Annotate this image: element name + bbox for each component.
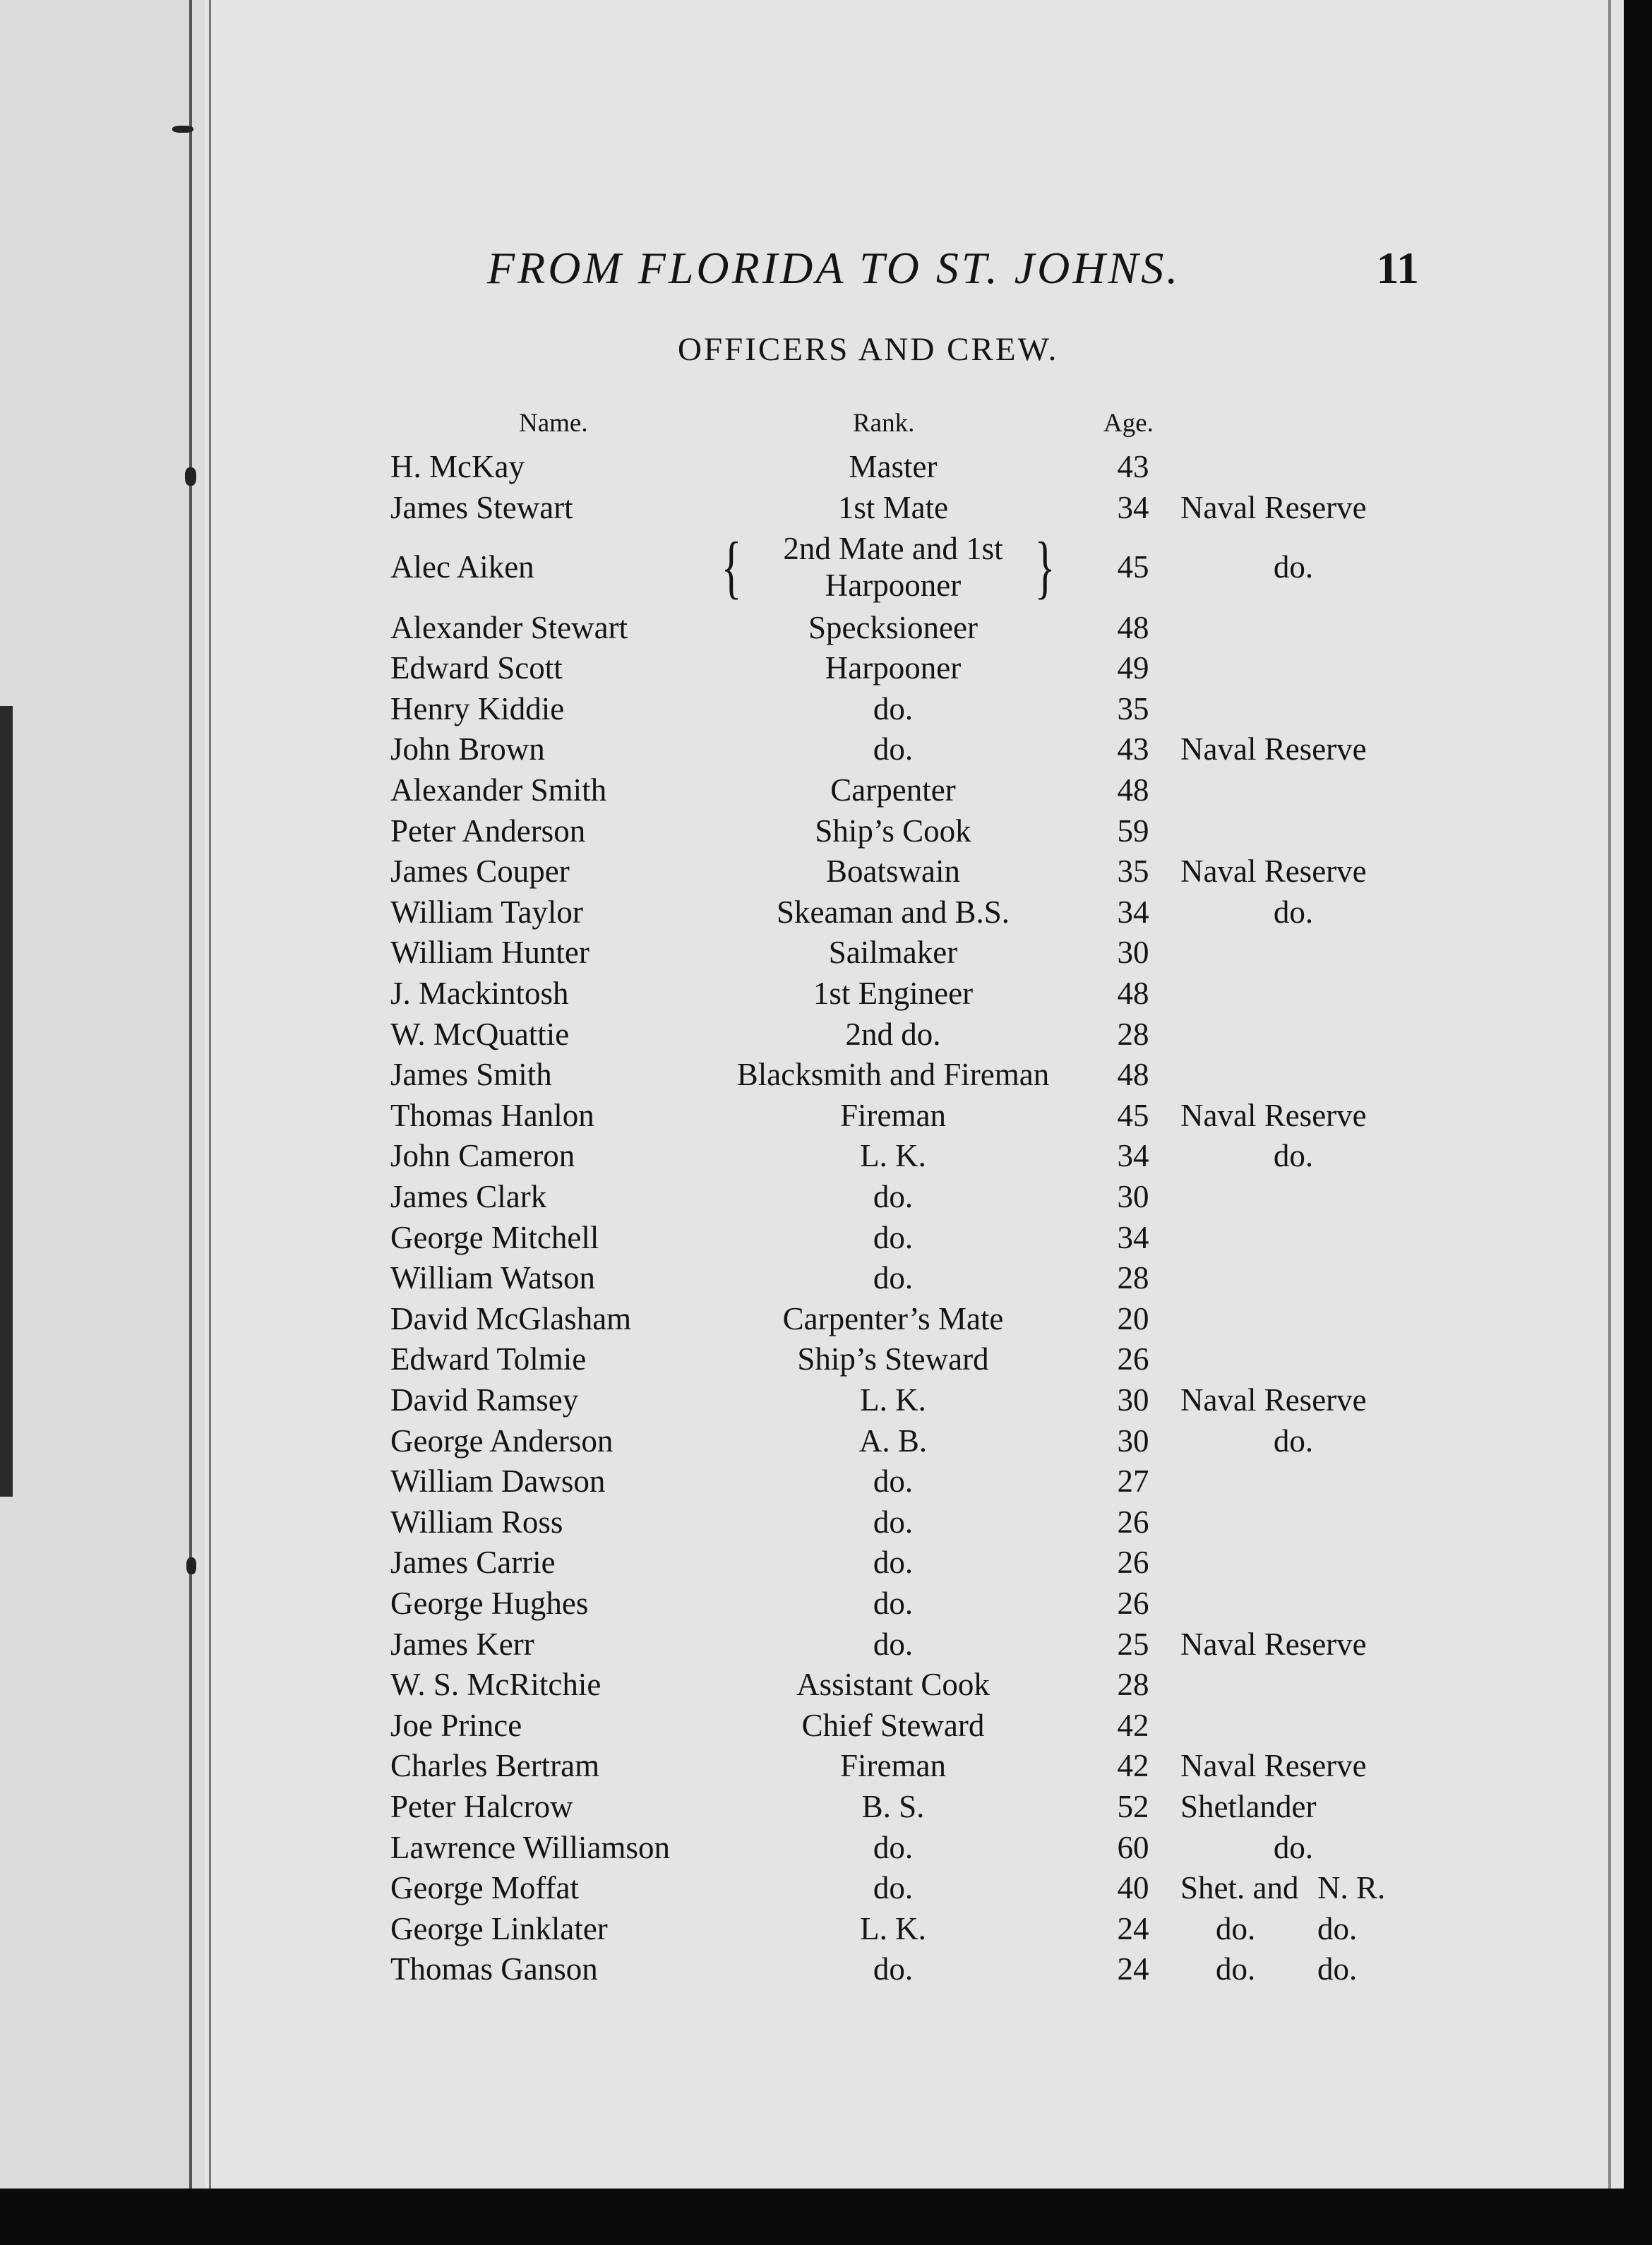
running-header — [487, 237, 1419, 300]
crew-name: Joe Prince — [390, 1707, 522, 1743]
crew-name: Alec Aiken — [390, 549, 534, 585]
crew-row — [0, 1135, 1624, 1176]
crew-rank: do. — [873, 731, 914, 767]
crew-rank: do. — [873, 1585, 914, 1621]
crew-row — [0, 1095, 1624, 1136]
crew-rank: do. — [873, 1951, 914, 1987]
crew-name: James Stewart — [390, 489, 573, 525]
crew-age: 48 — [1117, 975, 1149, 1011]
crew-row — [0, 1257, 1624, 1298]
crew-row — [0, 1867, 1624, 1908]
crew-row — [0, 1827, 1624, 1868]
crew-note: do. — [1273, 549, 1314, 585]
crew-age: 49 — [1117, 650, 1149, 686]
crew-name: William Dawson — [390, 1463, 606, 1499]
crew-row — [0, 1948, 1624, 1989]
crew-name: John Brown — [390, 731, 545, 767]
crew-rank: Fireman — [840, 1097, 946, 1133]
crew-note: Shet. and — [1180, 1870, 1299, 1906]
crew-name: James Carrie — [390, 1545, 556, 1581]
crew-note: Naval Reserve — [1180, 489, 1367, 525]
crew-age: 30 — [1117, 1382, 1149, 1418]
crew-rank-line: 2nd Mate and 1st — [783, 531, 1003, 567]
crew-note: Naval Reserve — [1180, 1382, 1367, 1418]
crew-note: do. — [1273, 1829, 1314, 1865]
crew-age: 34 — [1117, 894, 1149, 930]
crew-row — [0, 446, 1624, 487]
left-brace: { — [721, 527, 742, 606]
page-number: 11 — [1376, 243, 1419, 293]
running-title: FROM FLORIDA TO ST. JOHNS. — [487, 243, 1181, 293]
crew-name: George Linklater — [390, 1910, 608, 1946]
crew-note: do. — [1273, 1423, 1314, 1459]
crew-row — [0, 770, 1624, 810]
crew-rank: do. — [873, 1870, 914, 1906]
column-header-name: Name. — [519, 409, 588, 438]
crew-name: J. Mackintosh — [390, 975, 569, 1011]
crew-row — [0, 1664, 1624, 1705]
crew-age: 28 — [1117, 1667, 1149, 1703]
crew-rank: do. — [873, 1504, 914, 1540]
crew-name: Edward Tolmie — [390, 1341, 587, 1377]
crew-row — [0, 1176, 1624, 1217]
crew-note: Shetlander — [1180, 1788, 1317, 1824]
crew-row — [0, 1339, 1624, 1379]
crew-note-2: do. — [1317, 1910, 1358, 1946]
crew-age: 52 — [1117, 1788, 1149, 1824]
page-edge-mark — [172, 126, 193, 133]
crew-name: William Ross — [390, 1504, 563, 1540]
crew-age: 48 — [1117, 772, 1149, 808]
crew-rank: Specksioneer — [808, 609, 978, 645]
crew-rank: L. K. — [860, 1382, 926, 1418]
crew-rank: L. K. — [860, 1138, 926, 1174]
crew-age: 26 — [1117, 1585, 1149, 1621]
crew-row — [0, 1624, 1624, 1665]
crew-age: 24 — [1117, 1951, 1149, 1987]
crew-rank: Ship’s Cook — [815, 813, 971, 849]
crew-name: H. McKay — [390, 449, 525, 484]
crew-name: George Moffat — [390, 1870, 580, 1906]
crew-rank: Carpenter’s Mate — [782, 1300, 1004, 1336]
crew-age: 30 — [1117, 1423, 1149, 1459]
crew-rank: do. — [873, 690, 914, 726]
right-brace: } — [1034, 527, 1055, 606]
crew-age: 34 — [1117, 1219, 1149, 1255]
crew-name: James Clark — [390, 1178, 547, 1214]
crew-age: 45 — [1117, 549, 1149, 585]
crew-row — [0, 1298, 1624, 1339]
crew-name: David McGlasham — [390, 1300, 632, 1336]
crew-row — [0, 932, 1624, 973]
crew-name: David Ramsey — [390, 1382, 579, 1418]
crew-row — [0, 1420, 1624, 1461]
crew-row — [0, 647, 1624, 688]
crew-name: Thomas Hanlon — [390, 1097, 594, 1133]
crew-age: 28 — [1117, 1260, 1149, 1296]
crew-age: 34 — [1117, 489, 1149, 525]
crew-note: do. — [1216, 1910, 1256, 1946]
crew-row — [0, 1705, 1624, 1746]
crew-name: William Hunter — [390, 935, 589, 971]
crew-rank: Boatswain — [826, 854, 960, 890]
crew-name: W. McQuattie — [390, 1016, 570, 1052]
crew-row — [0, 527, 1624, 606]
crew-note-2: do. — [1317, 1951, 1358, 1987]
crew-age: 48 — [1117, 1057, 1149, 1093]
crew-age: 42 — [1117, 1707, 1149, 1743]
crew-rank: Chief Steward — [801, 1707, 985, 1743]
crew-age: 20 — [1117, 1300, 1149, 1336]
crew-rank: Assistant Cook — [796, 1667, 990, 1703]
crew-row — [0, 729, 1624, 770]
crew-age: 42 — [1117, 1748, 1149, 1784]
crew-name: George Mitchell — [390, 1219, 599, 1255]
crew-row — [0, 1786, 1624, 1827]
crew-name: Lawrence Williamson — [390, 1829, 670, 1865]
crew-note: Naval Reserve — [1180, 854, 1367, 890]
crew-name: Edward Scott — [390, 650, 563, 686]
crew-age: 30 — [1117, 935, 1149, 971]
crew-age: 25 — [1117, 1626, 1149, 1662]
crew-rank: B. S. — [861, 1788, 925, 1824]
crew-rank: A. B. — [858, 1423, 928, 1459]
crew-age: 34 — [1117, 1138, 1149, 1174]
crew-rank: Carpenter — [830, 772, 956, 808]
crew-name: James Kerr — [390, 1626, 534, 1662]
crew-row — [0, 1014, 1624, 1055]
crew-note: do. — [1273, 1138, 1314, 1174]
crew-rank: Ship’s Steward — [797, 1341, 989, 1377]
crew-note: do. — [1273, 894, 1314, 930]
crew-age: 43 — [1117, 449, 1149, 484]
crew-name: Thomas Ganson — [390, 1951, 598, 1987]
crew-rank: do. — [873, 1626, 914, 1662]
column-header-rank: Rank. — [853, 409, 915, 438]
crew-age: 40 — [1117, 1870, 1149, 1906]
crew-rank: do. — [873, 1219, 914, 1255]
crew-rank: Fireman — [840, 1748, 946, 1784]
crew-row — [0, 607, 1624, 648]
crew-age: 26 — [1117, 1341, 1149, 1377]
crew-age: 30 — [1117, 1178, 1149, 1214]
crew-name: Henry Kiddie — [390, 690, 565, 726]
crew-note: do. — [1216, 1951, 1256, 1987]
crew-row — [0, 1745, 1624, 1786]
column-header-age: Age. — [1103, 409, 1154, 438]
crew-age: 48 — [1117, 609, 1149, 645]
crew-note: Naval Reserve — [1180, 1748, 1367, 1784]
crew-age: 26 — [1117, 1504, 1149, 1540]
crew-rank: do. — [873, 1463, 914, 1499]
crew-note: Naval Reserve — [1180, 731, 1367, 767]
crew-rank: 1st Engineer — [813, 975, 974, 1011]
crew-row — [0, 851, 1624, 892]
crew-row — [0, 1502, 1624, 1543]
crew-name: Alexander Smith — [390, 772, 607, 808]
crew-row — [0, 1461, 1624, 1502]
crew-name: William Watson — [390, 1260, 595, 1296]
crew-rank: 1st Mate — [837, 489, 949, 525]
crew-age: 43 — [1117, 731, 1149, 767]
crew-row — [0, 1217, 1624, 1258]
crew-rank: Master — [849, 449, 938, 484]
crew-row — [0, 1542, 1624, 1583]
crew-rank: Skeaman and B.S. — [777, 894, 1010, 930]
crew-row — [0, 688, 1624, 729]
crew-row — [0, 1583, 1624, 1624]
crew-row — [0, 487, 1624, 528]
crew-name: W. S. McRitchie — [390, 1667, 601, 1703]
crew-name: George Anderson — [390, 1423, 613, 1459]
crew-row — [0, 1908, 1624, 1949]
crew-row — [0, 810, 1624, 851]
crew-name: William Taylor — [390, 894, 583, 930]
crew-name: James Couper — [390, 854, 570, 890]
crew-age: 26 — [1117, 1545, 1149, 1581]
crew-age: 45 — [1117, 1097, 1149, 1133]
crew-note: Naval Reserve — [1180, 1626, 1367, 1662]
crew-age: 24 — [1117, 1910, 1149, 1946]
crew-row — [0, 1054, 1624, 1095]
crew-rank: L. K. — [860, 1910, 926, 1946]
section-heading: OFFICERS AND CREW. — [678, 331, 1059, 368]
crew-name: John Cameron — [390, 1138, 575, 1174]
crew-rank: do. — [873, 1545, 914, 1581]
crew-name: Peter Anderson — [390, 813, 586, 849]
crew-name: James Smith — [390, 1057, 552, 1093]
crew-name: Peter Halcrow — [390, 1788, 573, 1824]
crew-rank: do. — [873, 1829, 914, 1865]
crew-name: George Hughes — [390, 1585, 589, 1621]
crew-age: 35 — [1117, 690, 1149, 726]
crew-age: 27 — [1117, 1463, 1149, 1499]
crew-rank: Blacksmith and Fireman — [736, 1057, 1050, 1093]
crew-row — [0, 1379, 1624, 1420]
crew-rank-line: Harpooner — [825, 568, 962, 604]
crew-age: 59 — [1117, 813, 1149, 849]
crew-rank: do. — [873, 1178, 914, 1214]
crew-name: Charles Bertram — [390, 1748, 600, 1784]
crew-rank: Sailmaker — [828, 935, 958, 971]
crew-age: 28 — [1117, 1016, 1149, 1052]
crew-name: Alexander Stewart — [390, 609, 628, 645]
crew-row — [0, 892, 1624, 933]
crew-rank: do. — [873, 1260, 914, 1296]
crew-note-2: N. R. — [1317, 1870, 1386, 1906]
crew-rank: 2nd do. — [845, 1016, 941, 1052]
crew-row — [0, 973, 1624, 1014]
crew-note: Naval Reserve — [1180, 1097, 1367, 1133]
crew-age: 35 — [1117, 854, 1149, 890]
crew-rank: Harpooner — [825, 650, 962, 686]
crew-age: 60 — [1117, 1829, 1149, 1865]
